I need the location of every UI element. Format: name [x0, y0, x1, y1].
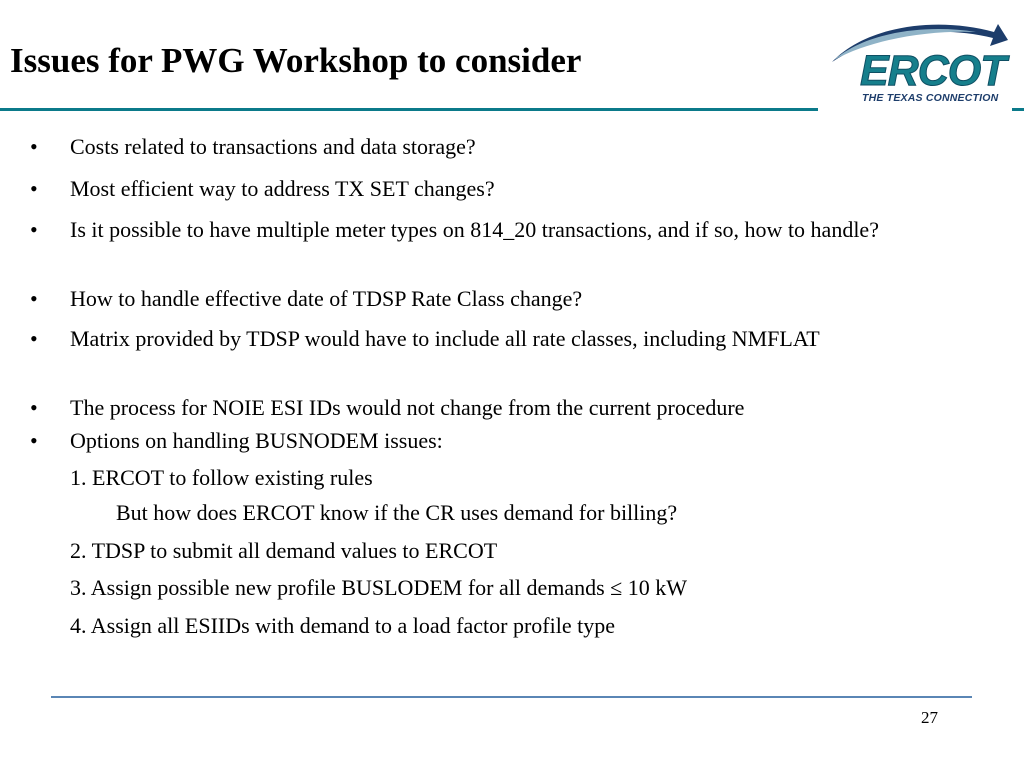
bullet-mark: • — [30, 326, 38, 351]
bullet-mark: • — [30, 217, 38, 242]
bullet-mark: • — [30, 428, 38, 453]
bullet-text: How to handle effective date of TDSP Rate Class change? — [70, 286, 583, 311]
bullet-text: Most efficient way to address TX SET changes? — [70, 176, 495, 201]
bullet-text: Costs related to transactions and data storage? — [70, 134, 476, 159]
page-number: 27 — [921, 708, 938, 727]
bullet-text: Options on handling BUSNODEM issues: — [70, 428, 443, 453]
bullet-mark: • — [30, 286, 38, 311]
option-item: 1. ERCOT to follow existing rules — [70, 465, 373, 490]
option-item: 4. Assign all ESIIDs with demand to a load factor profile type — [70, 613, 615, 638]
bullet-mark: • — [30, 176, 38, 201]
bullet-text: The process for NOIE ESI IDs would not change from the current procedure — [70, 395, 745, 420]
bullet-mark: • — [30, 395, 38, 420]
footer-divider — [51, 696, 972, 698]
option-note: But how does ERCOT know if the CR uses demand for billing? — [116, 500, 678, 525]
option-item: 3. Assign possible new profile BUSLODEM for all demands ≤ 10 kW — [70, 575, 688, 600]
slide-title: Issues for PWG Workshop to consider — [10, 41, 582, 80]
bullet-text: Is it possible to have multiple meter types on 814_20 transactions, and if so, how to handle? — [70, 217, 879, 242]
logo-tagline: THE TEXAS CONNECTION — [862, 92, 999, 104]
title-divider-end — [1012, 108, 1024, 111]
title-divider — [0, 108, 818, 111]
bullet-text: Matrix provided by TDSP would have to include all rate classes, including NMFLAT — [70, 326, 820, 351]
ercot-logo — [826, 18, 1016, 108]
option-item: 2. TDSP to submit all demand values to ERCOT — [70, 538, 498, 563]
bullet-mark: • — [30, 134, 38, 159]
logo-wordmark: ERCOT — [860, 47, 1006, 95]
